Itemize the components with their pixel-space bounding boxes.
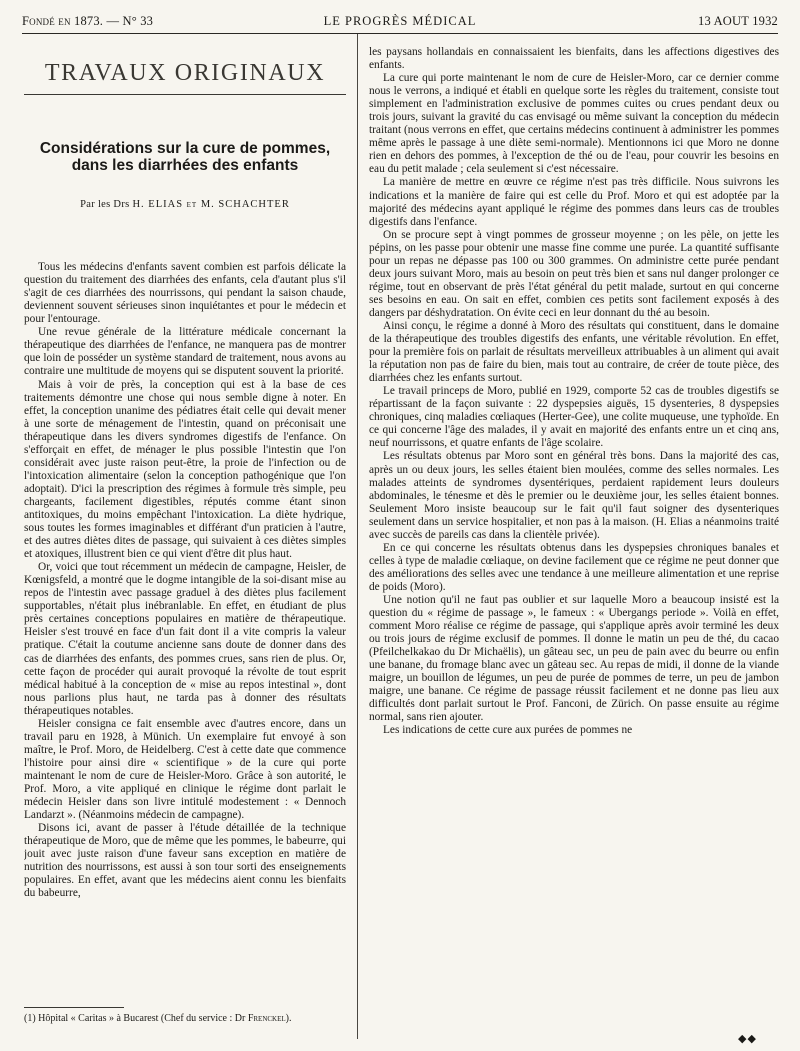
- end-mark: ◆◆: [738, 1032, 757, 1045]
- paragraph: Les résultats obtenus par Moro sont en général très bons. Dans la majorité des cas, après un ou deux jours, les selles étaient bien moulées, comme des selles normales. Les malades atteints de syndromes dysentériques, perdaient rapidement leurs douleurs abdominales, le ténesme et dès le premier ou le deuxième jour, les selles étaient bonnes. Seulement Moro insiste beaucoup sur le fait qu'il faut soigner des dysenteriques seulement dans un service hospitalier, et non pas à la maison. (H. Elias a néanmoins traité avec succès de pareils cas dans la clientèle privée).: [369, 450, 779, 541]
- left-body: [24, 261, 346, 900]
- paragraph: Mais à voir de près, la conception qui est à la base de ces traitements démontre une chose qui nous semble digne à noter. En effet, la conception unanime des pédiatres était celle qui devait mener à une sorte de ménagement de l'intestin, quand on préconisait une thérapeutique dans les divers syndromes digestifs de l'enfance. On s'efforçait en effet, de ménager le plus possible l'intestin que l'on considérait avec juste raison peut-être, la proie de l'infection ou de l'intoxication alimentaire (selon la conception pathogénique que l'on adoptait). D'ici la prescription des régimes à formule très simple, peu chargeants, facilement digestibles, réputés comme étant sinon antitoxiques, du moins empêchant l'intoxication. La diète hydrique, sous toutes les formes imaginables et différant d'un praticien à l'autre, et des autres diètes dites de passage, qui suivaient à ces diètes simples et atoxiques, illustrent bien ce qui vient d'être dit plus haut.: [24, 378, 346, 561]
- paragraph: Heisler consigna ce fait ensemble avec d'autres encore, dans un travail paru en 1928, à Münich. Un exemplaire fut envoyé à son maître, le Prof. Moro, de Heidelberg. C'est à cette date que commence l'histoire pour ainsi dire « scientifique » de la cure qui porte maintenant le nom de cure de Heisler-Moro. Grâce à son autorité, le Prof. Moro, a vite appliqué en clinique le régime dont parlait le médecin Heisler dans son livre intitulé modestement : « Dennoch Landarzt ». (Néanmoins médecin de campagne).: [24, 717, 346, 822]
- article-title: [24, 140, 346, 174]
- paragraph: Ainsi conçu, le régime a donné à Moro des résultats qui constituent, dans le domaine de la thérapeutique des troubles digestifs des enfants, une véritable révolution. En effet, pour la première fois on parlait de résultats merveilleux attribuables à un aliment qui avait la réputation non pas de faire du bien, mais tout au contraire, de créer de toute pièce, des diarrhées chez les enfants surtout.: [369, 319, 779, 385]
- article-title-line-2: dans les diarrhées des enfants: [71, 157, 299, 175]
- header-founded: Fondé en 1873. — N° 33: [22, 14, 154, 28]
- footnote: [24, 1013, 346, 1025]
- authors-names: H. ELIAS et M. SCHACHTER: [132, 199, 290, 211]
- footnote-end: ).: [285, 1013, 292, 1024]
- paragraph: Une notion qu'il ne faut pas oublier et sur laquelle Moro a beaucoup insisté est la question du « régime de passage », le fameux : « Ubergangs periode ». Voilà en effet, comment Moro réalise ce régime de passage, qui s'applique après avoir terminé les deux ou trois jours de régime exclusif de pommes. Il donne le matin un peu de thé, du cacao (Pfeilchelkakao du Dr Michaëlis), un gâteau sec, un peu de pain avec du beurre ou enfin une banane, du fromage blanc avec un gâteau sec. Au repas de midi, il donne de la viande maigre, un bouillon de légumes, un peu de purée de pommes de terre, un peu de jambon maigre, une banane. Ce régime de passage réussit facilement et ne donne pas lieu aux difficultés dont parlait surtout le Prof. Fanconi, de Zürich. On passe ensuite au régime normal, sans rien ajouter.: [369, 593, 779, 724]
- paragraph: Les indications de cette cure aux purées de pommes ne: [383, 724, 633, 737]
- paragraph: En ce qui concerne les résultats obtenus dans les dyspepsies chroniques banales et celles à type de maladie cœliaque, on devine facilement que ce régime ne peut donner que des améliorations des selles avec une tendance à une meilleure alimentation et une reprise de poids (Moro).: [369, 541, 779, 593]
- page-header: [22, 14, 778, 32]
- paragraph: Le travail princeps de Moro, publié en 1929, comporte 52 cas de troubles digestifs se répartissant de la façon suivante : 22 dyspepsies aiguës, 15 dysenteries, 8 dyspepsies chroniques, cinq maladies cœliaques (Herter-Gee), une colite muqueuse, une typhoïde. En ce qui concerne l'âge des malades, il y avait en majorité des enfants entre un et cinq ans, neuf nourrissons, et quatre enfants de l'âge scolaire.: [369, 385, 779, 450]
- paragraph: les paysans hollandais en connaissaient les bienfaits, dans les affections digestives des enfants.: [369, 46, 779, 72]
- footnote-text: (1) Hôpital « Caritas » à Bucarest (Chef du service : Dr: [24, 1013, 246, 1024]
- left-column: [24, 34, 346, 1039]
- footnote-name: Frenckel: [247, 1013, 286, 1024]
- authors-prefix: Par les Drs: [80, 199, 130, 211]
- paragraph: Disons ici, avant de passer à l'étude détaillée de la technique thérapeutique de Moro, que de même que les pommes, le babeurre, qui jouit avec juste raison d'une faveur sans exception en matière de nutrition des nourrissons, est aussi à son tour sorti des enseignements populaires. En effet, avant que les médecins aient connu les bienfaits du babeurre,: [24, 822, 346, 900]
- paragraph: Une revue générale de la littérature médicale concernant la thérapeutique des diarrhées de l'enfance, ne manquera pas de montrer que loin de posséder un système standard de traitement, nous avons au contraire une multitude de moyens qui se disputent souvent la priorité.: [24, 326, 346, 378]
- section-title: TRAVAUX ORIGINAUX: [44, 60, 326, 86]
- issue-date: 13 AOUT 1932: [698, 14, 778, 28]
- paragraph: Or, voici que tout récemment un médecin de campagne, Heisler, de Kœnigsfeld, a montré que le dogme intangible de la soi-disant mise au repos de l'intestin avec passage graduel à des diètes plus facilement supportables, n'était plus inébranlable. En effet, en étudiant de plus près certaines conceptions populaires en matière de thérapeutique. Heisler s'est trouvé en face d'un fait dont il a vite compris la valeur pratique. C'était la coutume ancienne sans doute de donner dans des cas de diarrhées des enfants, des pommes crues, sans rien de plus. Or, cette façon de procéder qui aurait provoqué la révolte de tout esprit médical habitué à la conception de « mise au repos intestinal », dont nous parlions plus haut, ne tarda pas à donner des résultats thérapeutiques notables.: [24, 561, 346, 717]
- right-column: [369, 46, 779, 1036]
- paragraph: On se procure sept à vingt pommes de grosseur moyenne ; on les pèle, on jette les pépins, on les passe pour obtenir une masse fine comme une purée. La quantité suffisante pour un repas ne dépasse pas 100 ou 300 grammes. On administre cette purée pendant deux jours suivant Moro, mais au besoin on peut très bien et sans nul danger prolonger ce régime, tout en observant de près l'état général du petit malade, surtout en qui concerne ses besoins en eau. On sait en effet, combien ces petits sont facilement exposés à des dangers par déshydratation. On évite ceci en leur donnant du thé au besoin.: [369, 228, 779, 319]
- journal-title: LE PROGRÈS MÉDICAL: [323, 14, 477, 28]
- section-rule: [24, 94, 346, 95]
- article-title-line-1: Considérations sur la cure de pommes,: [39, 140, 331, 158]
- article-authors: [24, 198, 346, 211]
- column-divider: [357, 34, 358, 1039]
- footnote-rule: [24, 1007, 124, 1008]
- paragraph: Tous les médecins d'enfants savent combien est parfois délicate la question du traitement des diarrhées des enfants, cela d'autant plus s'il s'agit de ces diarrhées des nourrissons, qui pendant la saison chaude, deviennent souvent sérieuses sinon inquiétantes et pour le médecin et pour l'entourage.: [24, 261, 346, 326]
- paragraph: La cure qui porte maintenant le nom de cure de Heisler-Moro, car ce dernier comme nous le verrons, a indiqué et établi en quelque sorte les règles du traitement, consiste tout simplement en l'administration exclusive de pommes cuites ou crues pendant deux ou trois jours, suivant la gravité du cas envisagé ou même suivant la conception du médecin traitant (nous verrons en effet, que certains médecins continuent à administrer les pommes même après le passage à une diète semi-normale). Mentionnons ici que Moro ne donne rien en dehors des pommes, à l'exception de thé ou de l'eau, pour couvrir les besoins en eau du petit malade ; cela seulement si c'est nécessaire.: [369, 72, 779, 176]
- paragraph: La manière de mettre en œuvre ce régime n'est pas très difficile. Nous suivrons les indications et la manière de faire qui est celle du Prof. Moro et qui est adoptée par la majorité des médecins ayant appliqué le régime des pommes dans leurs cas de troubles digestifs dans l'enfance.: [369, 176, 779, 228]
